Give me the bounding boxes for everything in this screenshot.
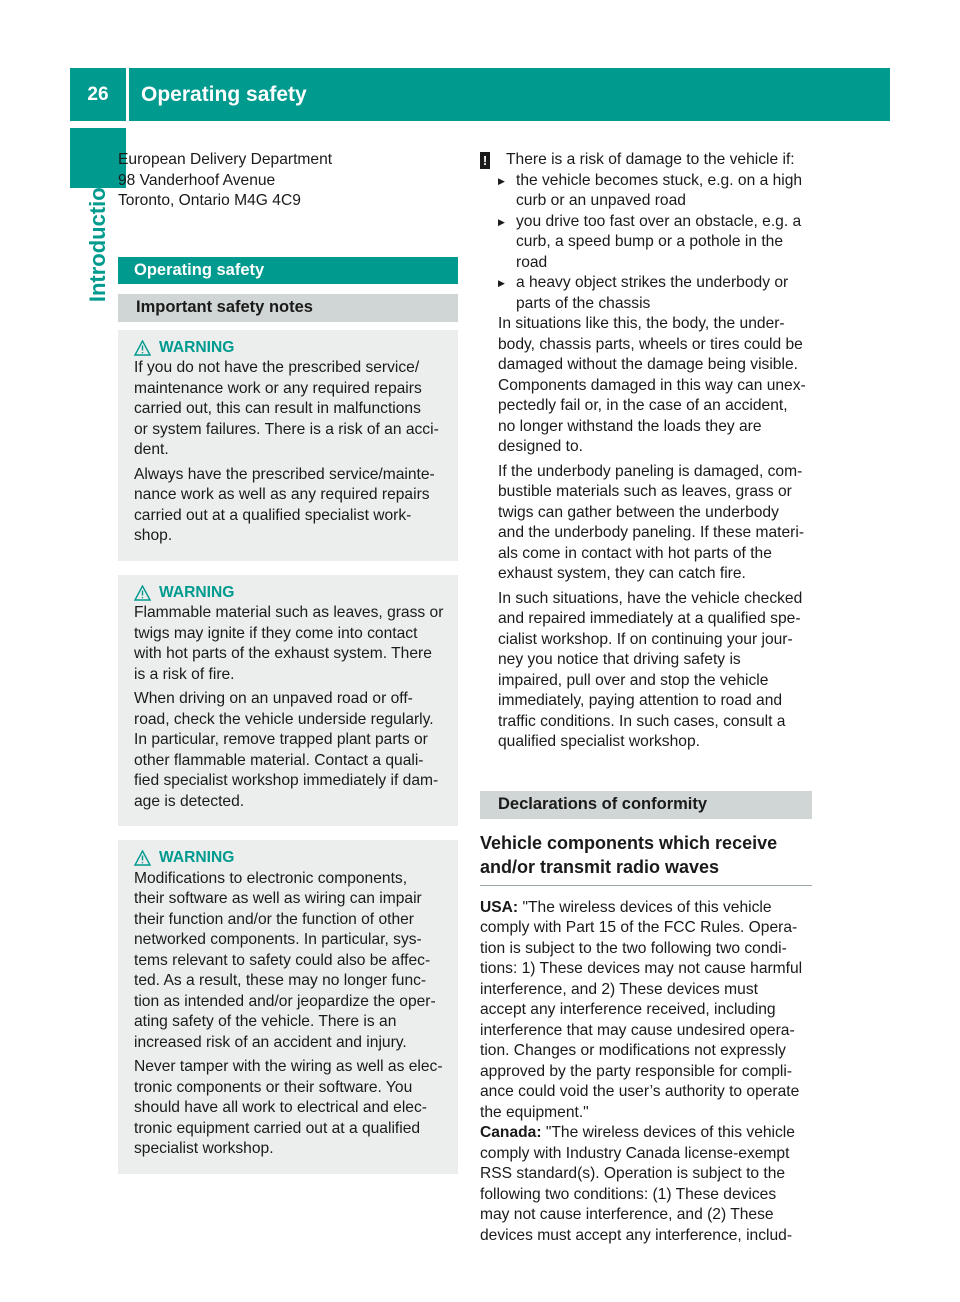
warning-box — [118, 575, 458, 827]
warning-triangle-icon — [134, 850, 151, 866]
text-line: Modifications to electronic components, — [134, 869, 408, 887]
warning-label: WARNING — [159, 849, 235, 866]
text-line: specialist workshop. — [134, 1140, 274, 1157]
text-line: tronic equipment carried out at a qualified — [134, 1119, 421, 1137]
radio-heading-line: and/or transmit radio waves — [480, 856, 720, 877]
notice-paragraph — [498, 314, 812, 458]
text-line: maintenance work or any required repairs — [134, 379, 422, 397]
left-column — [118, 150, 458, 1174]
warning-box — [118, 840, 458, 1174]
text-line: curb or an unpaved road — [516, 192, 686, 209]
text-line: ating safety of the vehicle. There is an — [134, 1013, 397, 1030]
text-line: is a risk of fire. — [134, 665, 235, 683]
usa-declaration — [480, 898, 812, 1124]
text-line: body, chassis parts, wheels or tires could be — [498, 335, 803, 353]
warning-heading — [134, 848, 446, 869]
text-line: ance could void the user’s authority to operate — [480, 1083, 800, 1100]
text-line: comply with Industry Canada license-exempt — [480, 1144, 790, 1162]
notice-bullets — [480, 171, 812, 315]
text-line: Flammable material such as leaves, grass or — [134, 604, 444, 621]
text-line: RSS standard(s). Operation is subject to the — [480, 1165, 786, 1182]
text-line: their software as well as wiring can impair — [134, 890, 422, 907]
text-line: damaged without the damage being visible. — [498, 356, 798, 373]
warning-label: WARNING — [159, 338, 235, 356]
text-line: approved by the party responsible for compli- — [480, 1062, 793, 1080]
text-line: tion as intended and/or jeopardize the oper- — [134, 992, 436, 1010]
declaration-text: "The wireless devices of this vehicle — [541, 1124, 795, 1141]
bullet-icon: ▶ — [498, 216, 505, 227]
text-line: exhaust system, they can catch fire. — [498, 565, 746, 582]
text-line: a heavy object strikes the underbody or — [516, 274, 789, 291]
notice-paragraph — [498, 462, 812, 585]
text-line: tion is subject to the two following two condi- — [480, 939, 787, 957]
text-line: interference, and 2) These devices must — [480, 980, 758, 998]
warning-paragraph — [134, 1057, 446, 1160]
text-line: age is detected. — [134, 792, 245, 810]
right-column — [480, 150, 812, 1246]
text-line: traffic conditions. In such cases, consult a — [498, 712, 786, 730]
text-line: networked components. In particular, sys- — [134, 931, 422, 948]
text-line: shop. — [134, 527, 173, 544]
text-line: other flammable material. Contact a quali- — [134, 751, 424, 769]
warning-heading — [134, 338, 446, 359]
bullet-item — [480, 171, 812, 212]
warning-box — [118, 330, 458, 561]
text-line: If you do not have the prescribed service/ — [134, 359, 420, 376]
notice-intro: There is a risk of damage to the vehicle if: — [506, 151, 795, 168]
bullet-icon: ▶ — [498, 278, 505, 288]
text-line: Components damaged in this way can unex- — [498, 376, 806, 394]
text-line: road — [516, 253, 548, 271]
text-line: with hot parts of the exhaust system. There — [134, 645, 432, 662]
radio-heading — [480, 831, 812, 879]
bullet-text — [516, 212, 801, 274]
bullet-item — [480, 273, 812, 314]
section-heading: Operating safety — [118, 257, 458, 284]
bullet-item — [480, 212, 812, 274]
text-line: als come in contact with hot parts of the — [498, 544, 772, 562]
text-line: or system failures. There is a risk of an acci- — [134, 420, 439, 438]
subsection-heading: Important safety notes — [118, 294, 458, 322]
warnings-list — [118, 330, 458, 1174]
text-line: and the underbody paneling. If these materi- — [498, 524, 805, 541]
text-line: may not cause interference, and (2) These — [480, 1206, 774, 1223]
text-line: qualified specialist workshop. — [498, 733, 700, 750]
warning-heading — [134, 583, 446, 604]
page-title: Operating safety — [141, 82, 307, 106]
text-line: tronic components or their software. You — [134, 1078, 413, 1096]
text-line: ted. As a result, these may no longer func- — [134, 972, 427, 989]
chapter-label: Introduction — [85, 173, 110, 303]
warning-triangle-icon — [134, 340, 151, 356]
text-line: carried out, this can result in malfunctions — [134, 400, 421, 417]
text-line: their function and/or the function of other — [134, 910, 415, 928]
warning-paragraph — [134, 603, 446, 685]
text-line: the vehicle becomes stuck, e.g. on a high — [516, 171, 803, 189]
canada-declaration — [480, 1123, 812, 1246]
text-line: you drive too fast over an obstacle, e.g. a — [516, 212, 802, 230]
text-line: parts of the chassis — [516, 294, 651, 312]
text-line: comply with Part 15 of the FCC Rules. Opera- — [480, 919, 798, 936]
text-line: Always have the prescribed service/mainte- — [134, 465, 435, 483]
header-divider — [126, 68, 129, 121]
warning-paragraph — [134, 689, 446, 812]
text-line — [480, 898, 812, 919]
text-line: dent. — [134, 441, 169, 458]
text-line: impaired, pull over and stop the vehicle — [498, 671, 769, 689]
warning-paragraph — [134, 465, 446, 547]
text-line: designed to. — [498, 438, 583, 455]
text-line: increased risk of an accident and injury. — [134, 1033, 407, 1051]
notice-paragraphs — [480, 314, 812, 753]
text-line: fied specialist workshop immediately if dam- — [134, 772, 439, 789]
address-block — [118, 150, 458, 212]
bullet-text — [516, 273, 788, 314]
text-line: When driving on an unpaved road or off- — [134, 690, 413, 707]
text-line: twigs may ignite if they come into contact — [134, 624, 418, 642]
warning-paragraph — [134, 358, 446, 461]
declaration-label: USA: — [480, 898, 519, 916]
text-line: immediately, paying attention to road and — [498, 692, 783, 709]
warning-paragraph — [134, 869, 446, 1054]
text-line: following two conditions: (1) These devices — [480, 1185, 777, 1203]
text-line: curb, a speed bump or a pothole in the — [516, 233, 784, 250]
text-line: accept any interference received, including — [480, 1001, 776, 1018]
exclamation-icon: ! — [480, 152, 490, 169]
text-line: the equipment." — [480, 1103, 589, 1121]
text-line: Never tamper with the wiring as well as elec- — [134, 1058, 443, 1075]
text-line — [480, 1123, 812, 1144]
text-line: In situations like this, the body, the under- — [498, 315, 785, 332]
declaration-label: Canada: — [480, 1124, 542, 1141]
text-line: interference that may cause undesired opera- — [480, 1021, 795, 1039]
text-line: bustible materials such as leaves, grass or — [498, 483, 792, 500]
address-line: European Delivery Department — [118, 151, 333, 168]
bullet-text — [516, 171, 802, 212]
text-line: tion. Changes or modifications not expressly — [480, 1042, 786, 1059]
text-line: cialist workshop. If on continuing your jour- — [498, 630, 793, 648]
text-line: If the underbody paneling is damaged, com- — [498, 462, 803, 480]
address-line: 98 Vanderhoof Avenue — [118, 171, 276, 189]
text-line: road, check the vehicle underside regularly. — [134, 710, 434, 728]
radio-heading-line: Vehicle components which receive — [480, 832, 778, 853]
notice-heading — [480, 150, 812, 171]
declarations-heading: Declarations of conformity — [480, 791, 812, 819]
text-line: pectedly fail or, in the case of an accident, — [498, 397, 788, 414]
text-line: nance work as well as any required repairs — [134, 486, 430, 503]
warning-label: WARNING — [159, 583, 235, 601]
text-line: and repaired immediately at a qualified spe- — [498, 610, 801, 627]
text-line: should have all work to electrical and elec- — [134, 1099, 427, 1116]
text-line: tems relevant to safety could also be affec- — [134, 951, 431, 969]
warning-triangle-icon — [134, 585, 151, 601]
text-line: carried out at a qualified specialist work- — [134, 506, 412, 524]
text-line: In such situations, have the vehicle checked — [498, 589, 803, 607]
address-line: Toronto, Ontario M4G 4C9 — [118, 192, 301, 209]
page-number: 26 — [87, 83, 109, 105]
declaration-text: "The wireless devices of this vehicle — [518, 898, 772, 916]
text-line: ney you notice that driving safety is — [498, 651, 741, 668]
text-line: no longer withstand the loads they are — [498, 417, 762, 435]
notice-paragraph — [498, 589, 812, 753]
text-line: tions: 1) These devices may not cause harmful — [480, 960, 803, 977]
text-line: devices must accept any interference, includ- — [480, 1226, 793, 1244]
bullet-icon: ▶ — [498, 175, 505, 186]
text-line: twigs can gather between the underbody — [498, 503, 779, 521]
text-line: In particular, remove trapped plant parts or — [134, 731, 428, 748]
